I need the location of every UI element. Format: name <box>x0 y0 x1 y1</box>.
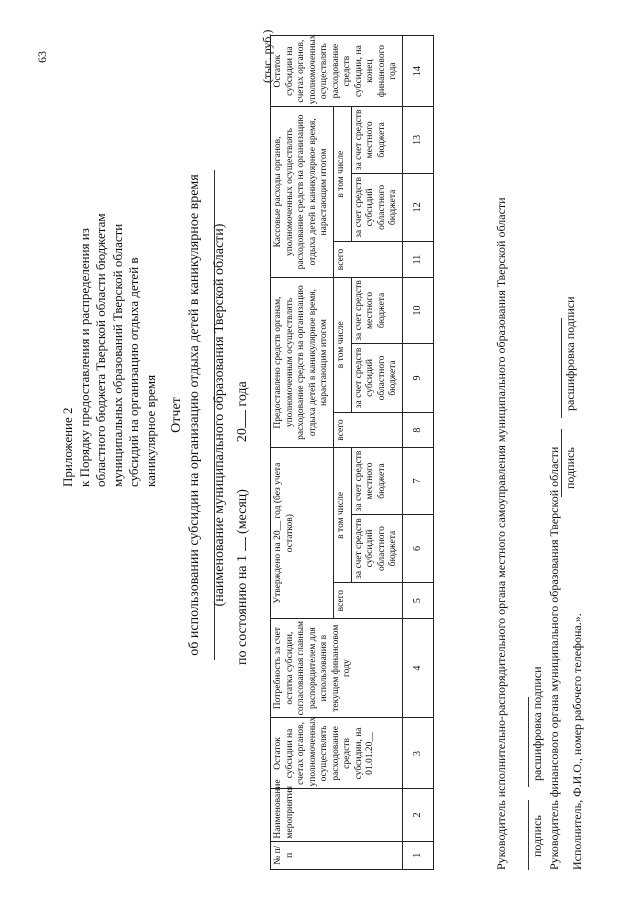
header-rest: Остаток субсидии на счетах органов, уполномоченных осуществлять расходование средств субсидии, на 01.01.20__ <box>271 718 403 789</box>
report-table <box>270 35 434 870</box>
appendix-line: Приложение 2 <box>60 407 75 487</box>
fin-decode-caption: расшифровка подписи <box>563 296 577 411</box>
header-total: всего <box>333 412 402 448</box>
date-month: (месяц) <box>235 489 250 534</box>
column-number: 2 <box>402 789 433 841</box>
header-local: за счет средств местного бюджета <box>351 448 402 514</box>
fin-sign-line <box>561 429 562 497</box>
column-number: 14 <box>402 36 433 107</box>
fin-signature-title: Руководитель финансового органа муниципального образования Тверской области <box>547 446 561 870</box>
appendix-line: областного бюджета Тверской области бюджетам <box>93 213 108 487</box>
header-regional: за счет средств субсидий областного бюджета <box>351 514 402 583</box>
column-number: 9 <box>402 344 433 413</box>
head-sign-caption: подпись <box>530 815 544 857</box>
org-name-caption: (наименование муниципального образования Тверской области) <box>212 223 227 607</box>
fin-decode-line <box>561 318 562 418</box>
header-local: за счет средств местного бюджета <box>351 277 402 343</box>
column-number: 13 <box>402 107 433 173</box>
date-year: 20 <box>235 428 250 443</box>
executor-line: Исполнитель, Ф.И.О., номер рабочего телефона.». <box>570 613 584 870</box>
column-number: 3 <box>402 718 433 789</box>
header-provided: Предоставлено средств органам, уполномоченным осуществлять расходование средств на организацию отдыха детей в каникулярное время, нарастающим итогом <box>271 277 334 448</box>
fin-sign-caption: подпись <box>563 447 577 489</box>
head-decode-line <box>528 697 529 787</box>
column-number: 7 <box>402 448 433 514</box>
report-title-block <box>168 55 204 775</box>
appendix-block <box>60 213 159 487</box>
column-number: 6 <box>402 514 433 583</box>
header-spent: Кассовые расходы органов, уполномоченных осуществлять расходование средств на организацию отдыха детей в каникулярное время, нарастающим итогом <box>271 107 334 278</box>
appendix-line: каникулярное время <box>142 374 158 487</box>
header-name: Наименование мероприятия <box>271 789 403 841</box>
header-total: всего <box>333 583 402 619</box>
report-date-line <box>235 381 251 665</box>
head-signature-title: Руководитель исполнительно-распорядительного органа местного самоуправления муниципального образования Тверской области <box>494 197 508 870</box>
column-number: 8 <box>402 412 433 448</box>
header-approved: Утверждено на 20__ год (без учета остатков) <box>271 448 334 619</box>
appendix-line: муниципальных образований Тверской области <box>109 223 125 487</box>
header-need: Потребность за счет остатка субсидии, согласованная главным распорядителем для использования в текущем финансовом году <box>271 618 403 718</box>
header-local: за счет средств местного бюджета <box>351 107 402 173</box>
head-sign-line <box>528 800 529 870</box>
report-subtitle: об использовании субсидии на организацию отдыха детей в каникулярное время <box>187 174 202 656</box>
head-decode-caption: расшифровка подписи <box>530 666 544 781</box>
header-regional: за счет средств субсидий областного бюджета <box>351 344 402 413</box>
column-number: 10 <box>402 277 433 343</box>
date-suffix: года <box>235 381 250 407</box>
header-including: в том числе <box>333 448 351 583</box>
header-including: в том числе <box>333 107 351 242</box>
column-number-row <box>402 36 433 870</box>
column-number: 1 <box>402 841 433 869</box>
column-number: 11 <box>402 242 433 278</box>
column-number: 12 <box>402 173 433 242</box>
appendix-line: к Порядку предоставления и распределения из <box>76 228 92 487</box>
unit-label: (тыс. руб.) <box>260 29 274 83</box>
header-no: № п/п <box>271 841 403 869</box>
date-prefix: по состоянию на 1 <box>235 554 250 665</box>
rotated-page: 63 Приложение 2 к Порядку предоставления и распределения из областного бюджета Тверской области бюджетам муниципальных образований Тверской области субсидий на организацию отдыха детей в каникулярное время Отчет об использовании субсидии на организацию отдыха детей в каникулярное время (наименование муниципального образования Тверской области) по состоянию на 1 (месяц) 20 года (тыс. руб.) № п/п Наименование мероприятия Остаток субсидии на счетах органов, уполномоченных осуществлять расходование средств субсидии, на 01.01.20__ Потребность за счет остатка субсидии, согласованная главным распорядителем для использования в текущем финансовом году Утверждено на 20__ год (без учета остатков) Предоставлено средств органам, уполномоченным осуществлять расходование средств на организацию отдыха детей в каникулярное время, нарастающим итогом Кассовые расходы органов, уполномоченных осуществлять расходование средств на организацию отдыха детей в каникулярное время, нарастающим итогом Остаток субсидии на счетах органов, уполномоченных осуществлять расходование средств субсидии, на конец финансового года всего в том числе всего в том числе всего в том числе за счет средств субсидий областного бюджета за счет средств местного бюджета за счет средств субсидий областного бюджета за счет средств местного бюджета за счет средств субсидий областного бюджета за счет средств местного бюджета 1 2 3 4 5 6 7 8 9 10 11 12 13 14 Руководитель исполнительно-распорядительного органа местного самоуправления муниципального образования Тверской области подпись расшифровка подписи Руководитель финансового органа муниципального образования Тверской области подпись расшифровка подписи Исполнитель, Ф.И.О., номер рабочего телефона.». <box>35 29 584 870</box>
appendix-line: субсидий на организацию отдыха детей в <box>126 257 141 487</box>
header-total: всего <box>333 242 402 278</box>
header-regional: за счет средств субсидий областного бюджета <box>351 173 402 242</box>
column-number: 4 <box>402 618 433 718</box>
header-including: в том числе <box>333 277 351 412</box>
report-title: Отчет <box>169 397 184 433</box>
column-number: 5 <box>402 583 433 619</box>
header-balance: Остаток субсидии на счетах органов, уполномоченных осуществлять расходование средств субсидии, на конец финансового года <box>271 36 403 107</box>
